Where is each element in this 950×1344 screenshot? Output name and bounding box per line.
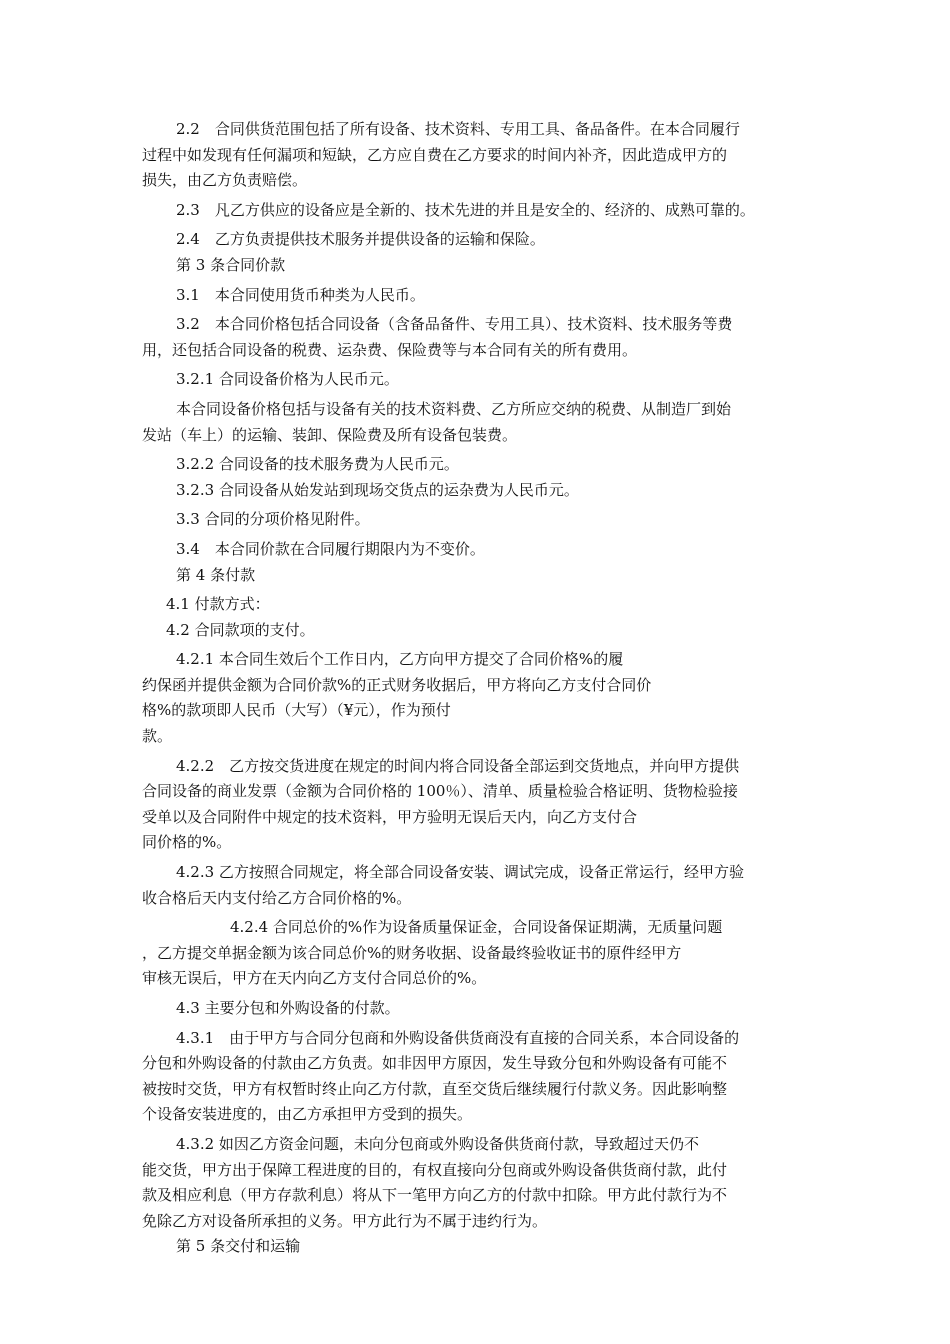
clause-2-4: 2.4 乙方负责提供技术服务并提供设备的运输和保险。	[176, 230, 545, 249]
clause-4-3-2-line-4: 免除乙方对设备所承担的义务。甲方此行为不属于违约行为。	[142, 1211, 548, 1230]
clause-4-2-1-line-2: 约保函并提供金额为合同价款%的正式财务收据后，甲方将向乙方支付合同价	[142, 675, 652, 694]
clause-3-2-line-1: 3.2 本合同价格包括合同设备（含备品备件、专用工具）、技术资料、技术服务等费	[176, 315, 733, 334]
clause-4-3-2-line-1: 4.3.2 如因乙方资金问题，未向分包商或外购设备供货商付款，导致超过天仍不	[176, 1134, 699, 1153]
clause-4-2-4-line-2: ，乙方提交单据金额为该合同总价%的财务收据、设备最终验收证书的原件经甲方	[142, 943, 682, 962]
clause-3-2-2: 3.2.2 合同设备的技术服务费为人民币元。	[176, 455, 459, 474]
clause-4-2-2-line-3: 受单以及合同附件中规定的技术资料，甲方验明无误后天内，向乙方支付合	[142, 807, 638, 826]
clause-2-2-line-2: 过程中如发现有任何漏项和短缺，乙方应自费在乙方要求的时间内补齐，因此造成甲方的	[142, 145, 728, 164]
clause-3-3: 3.3 合同的分项价格见附件。	[176, 510, 370, 529]
clause-4-2-2-line-4: 同价格的%。	[142, 833, 232, 852]
clause-4-2-1-line-3: 格%的款项即人民币（大写）（¥元），作为预付	[142, 701, 451, 720]
clause-4-2-4-line-3: 审核无误后，甲方在天内向乙方支付合同总价的%。	[142, 969, 487, 988]
clause-4-2-1-line-1: 4.2.1 本合同生效后个工作日内，乙方向甲方提交了合同价格%的履	[176, 650, 624, 669]
article-3-heading: 第 3 条合同价款	[176, 255, 286, 274]
clause-2-2-line-3: 损失，由乙方负责赔偿。	[142, 171, 308, 190]
clause-4-3: 4.3 主要分包和外购设备的付款。	[176, 999, 400, 1017]
clause-4-3-2-line-2: 能交货，甲方出于保障工程进度的目的，有权直接向分包商或外购设备供货商付款，此付	[142, 1160, 728, 1179]
clause-4-3-1-line-4: 个设备安装进度的，由乙方承担甲方受到的损失。	[142, 1105, 473, 1124]
clause-3-2-line-2: 用，还包括合同设备的税费、运杂费、保险费等与本合同有关的所有费用。	[142, 340, 638, 359]
document-page	[142, 117, 822, 1260]
clause-4-2-3-line-2: 收合格后天内支付给乙方合同价格的%。	[142, 888, 412, 907]
clause-4-2-4-line-1: 4.2.4 合同总价的%作为设备质量保证金，合同设备保证期满，无质量问题	[230, 918, 723, 937]
clause-3-1: 3.1 本合同使用货币种类为人民币。	[176, 285, 425, 304]
clause-4-3-2-line-3: 款及相应利息（甲方存款利息）将从下一笔甲方向乙方的付款中扣除。甲方此付款行为不	[142, 1186, 728, 1205]
clause-3-2-1-detail-line-2: 发站（车上）的运输、装卸、保险费及所有设备包装费。	[142, 425, 518, 444]
clause-4-2-2-line-1: 4.2.2 乙方按交货进度在规定的时间内将合同设备全部运到交货地点，并向甲方提供	[176, 756, 740, 775]
article-5-heading: 第 5 条交付和运输	[176, 1237, 301, 1256]
article-4-heading: 第 4 条付款	[176, 565, 256, 584]
clause-3-2-1-detail-line-1: 本合同设备价格包括与设备有关的技术资料费、乙方所应交纳的税费、从制造厂到始	[176, 399, 732, 418]
clause-2-2-line-1: 2.2 合同供货范围包括了所有设备、技术资料、专用工具、备品备件。在本合同履行	[176, 120, 740, 138]
clause-3-2-1: 3.2.1 合同设备价格为人民币元。	[176, 370, 399, 389]
clause-4-2-3-line-1: 4.2.3 乙方按照合同规定，将全部合同设备安装、调试完成，设备正常运行，经甲方验	[176, 863, 744, 882]
clause-4-3-1-line-2: 分包和外购设备的付款由乙方负责。如非因甲方原因，发生导致分包和外购设备有可能不	[142, 1054, 728, 1073]
clause-4-2-2-line-2: 合同设备的商业发票（金额为合同价格的 100％）、清单、质量检验合格证明、货物检验接	[142, 782, 738, 801]
clause-4-3-1-line-3: 被按时交货，甲方有权暂时终止向乙方付款，直至交货后继续履行付款义务。因此影响整	[142, 1079, 728, 1098]
clause-4-2-1-line-4: 款。	[142, 727, 173, 746]
clause-3-2-3: 3.2.3 合同设备从始发站到现场交货点的运杂费为人民币元。	[176, 480, 579, 499]
clause-3-4: 3.4 本合同价款在合同履行期限内为不变价。	[176, 539, 485, 558]
clause-4-2: 4.2 合同款项的支付。	[166, 620, 315, 639]
clause-2-3: 2.3 凡乙方供应的设备应是全新的、技术先进的并且是安全的、经济的、成熟可靠的。	[176, 200, 755, 219]
clause-4-3-1-line-1: 4.3.1 由于甲方与合同分包商和外购设备供货商没有直接的合同关系，本合同设备的	[176, 1028, 740, 1047]
clause-4-1: 4.1 付款方式：	[166, 595, 270, 614]
